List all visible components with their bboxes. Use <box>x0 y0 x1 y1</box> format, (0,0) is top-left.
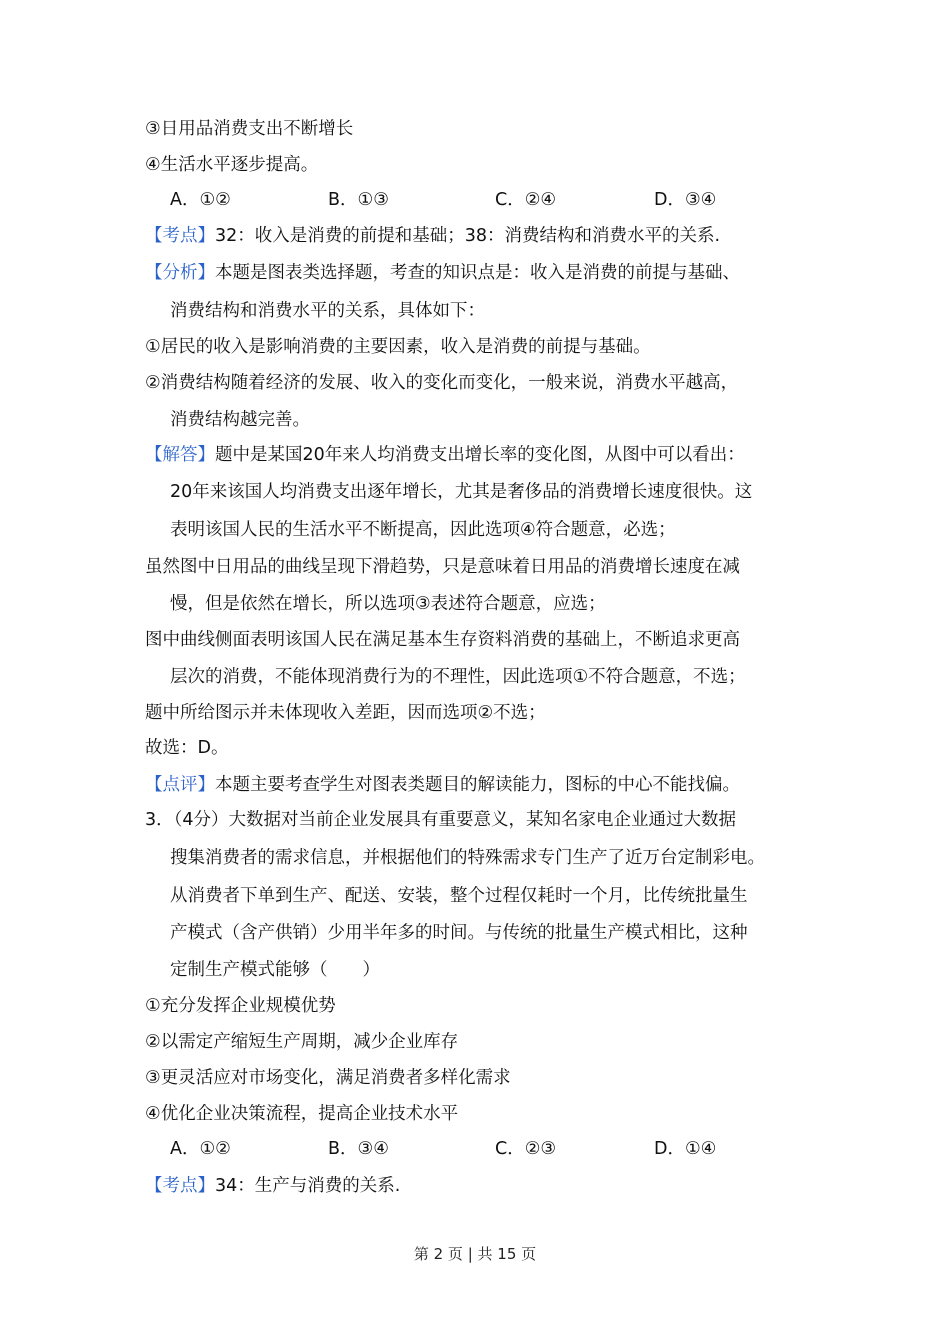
dianping-text: 本题主要考查学生对图表类题目的解读能力，图标的中心不能找偏。 <box>215 775 740 795</box>
question-stem: 搜集消费者的需求信息，并根据他们的特殊需求专门生产了近万台定制彩电。 <box>170 848 765 868</box>
jieda-text: 图中曲线侧面表明该国人民在满足基本生存资料消费的基础上，不断追求更高 <box>145 630 740 650</box>
option-d: D．③④ <box>654 190 717 210</box>
fenxi-tag: 【分析】 <box>145 263 215 283</box>
question-stem: 产模式（含产供销）少用半年多的时间。与传统的批量生产模式相比，这种 <box>170 923 748 943</box>
jieda-tag: 【解答】 <box>145 445 215 465</box>
kaodian-text: 34：生产与消费的关系. <box>215 1176 401 1196</box>
option-c: C．②④ <box>495 190 557 210</box>
fenxi-point: ①居民的收入是影响消费的主要因素，收入是消费的前提与基础。 <box>145 337 651 357</box>
jieda-text: 慢，但是依然在增长，所以选项③表述符合题意，应选； <box>170 594 606 614</box>
fenxi-line <box>145 261 740 285</box>
question-stem: 从消费者下单到生产、配送、安装，整个过程仅耗时一个月，比传统批量生 <box>170 886 748 906</box>
choice-item: ③更灵活应对市场变化，满足消费者多样化需求 <box>145 1068 511 1088</box>
dianping-line <box>145 773 740 797</box>
choice-item: ②以需定产缩短生产周期，减少企业库存 <box>145 1032 459 1052</box>
choice-item: ③日用品消费支出不断增长 <box>145 119 354 139</box>
jieda-answer: 故选：D。 <box>145 738 229 758</box>
choice-item: ①充分发挥企业规模优势 <box>145 996 336 1016</box>
option-b: B．①③ <box>328 190 389 210</box>
choice-item: ④生活水平逐步提高。 <box>145 155 319 175</box>
choice-item: ④优化企业决策流程，提高企业技术水平 <box>145 1104 459 1124</box>
dianping-tag: 【点评】 <box>145 775 215 795</box>
page-footer: 第 2 页 | 共 15 页 <box>413 1245 537 1263</box>
option-a: A．①② <box>170 1139 231 1159</box>
kaodian-tag: 【考点】 <box>145 226 215 246</box>
kaodian-line <box>145 1174 400 1198</box>
jieda-line <box>145 443 745 467</box>
jieda-text: 虽然图中日用品的曲线呈现下滑趋势，只是意味着日用品的消费增长速度在减 <box>145 557 740 577</box>
question-stem: 3．（4分）大数据对当前企业发展具有重要意义，某知名家电企业通过大数据 <box>145 810 737 830</box>
fenxi-text: 本题是图表类选择题，考查的知识点是：收入是消费的前提与基础、 <box>215 263 740 283</box>
jieda-text: 题中是某国20年来人均消费支出增长率的变化图，从图中可以看出： <box>215 445 745 465</box>
option-c: C．②③ <box>495 1139 557 1159</box>
kaodian-line <box>145 224 720 248</box>
option-b: B．③④ <box>328 1139 389 1159</box>
jieda-text: 表明该国人民的生活水平不断提高，因此选项④符合题意，必选； <box>170 520 676 540</box>
jieda-text: 题中所给图示并未体现收入差距，因而选项②不选； <box>145 703 546 723</box>
fenxi-point: ②消费结构随着经济的发展、收入的变化而变化，一般来说，消费水平越高， <box>145 373 739 393</box>
jieda-text: 20年来该国人均消费支出逐年增长，尤其是奢侈品的消费增长速度很快。这 <box>170 482 753 502</box>
option-a: A．①② <box>170 190 231 210</box>
kaodian-text: 32：收入是消费的前提和基础；38：消费结构和消费水平的关系. <box>215 226 721 246</box>
option-d: D．①④ <box>654 1139 717 1159</box>
question-stem: 定制生产模式能够（ ） <box>170 960 380 980</box>
kaodian-tag: 【考点】 <box>145 1176 215 1196</box>
fenxi-text: 消费结构和消费水平的关系，具体如下： <box>170 301 485 321</box>
fenxi-point: 消费结构越完善。 <box>170 410 310 430</box>
jieda-text: 层次的消费，不能体现消费行为的不理性，因此选项①不符合题意，不选； <box>170 667 746 687</box>
